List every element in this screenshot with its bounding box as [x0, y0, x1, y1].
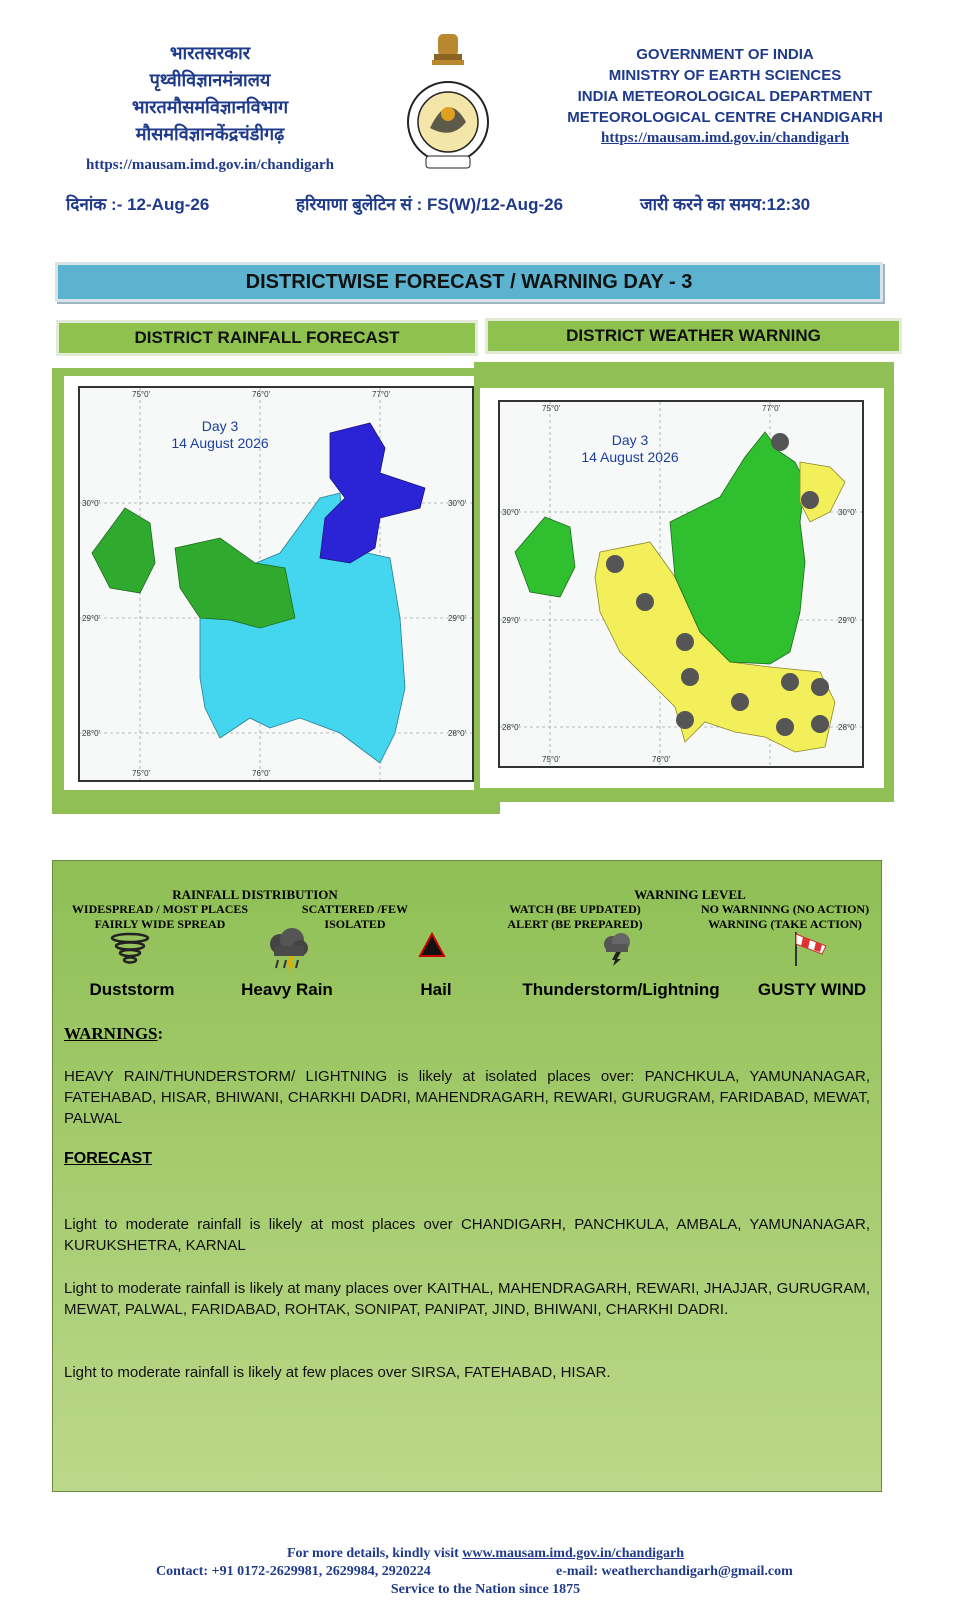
- warnings-text: HEAVY RAIN/THUNDERSTORM/ LIGHTNING is likely at isolated places over: PANCHKULA, YAMUNANAGAR, FATEHABAD, HISAR, BHIWANI, CHARKHI DADRI, MAHENDRAGARH, REWARI, GURUGRAM, FARIDABAD, MEWAT, PALWAL: [64, 1068, 870, 1127]
- warn-legend-no-warning: NO WARNINNG (NO ACTION): [700, 902, 870, 916]
- svg-text:76°0': 76°0': [252, 390, 271, 399]
- english-line-4: METEOROLOGICAL CENTRE CHANDIGARH: [567, 109, 883, 126]
- website-link-left[interactable]: https://mausam.imd.gov.in/chandigarh: [86, 157, 334, 173]
- svg-text:75°0': 75°0': [132, 769, 151, 778]
- warning-level-title: WARNING LEVEL: [634, 887, 746, 902]
- svg-text:30°0': 30°0': [502, 508, 521, 517]
- bulletin-number: हरियाणा बुलेटिन सं : FS(W)/12-Aug-26: [296, 195, 564, 214]
- footer-tagline: Service to the Nation since 1875: [390, 1582, 581, 1597]
- warnings-heading: WARNINGS: [64, 1024, 158, 1043]
- forecast-heading: FORECAST: [64, 1150, 152, 1167]
- rain-legend-isolated: ISOLATED: [324, 917, 386, 931]
- weather-warning-banner: DISTRICT WEATHER WARNING: [485, 318, 902, 354]
- few-region-fatehabad-hisar: [175, 538, 295, 628]
- legend-label-hail: Hail: [420, 980, 452, 999]
- svg-text:29°0': 29°0': [502, 616, 521, 625]
- svg-text:28°0': 28°0': [838, 723, 857, 732]
- footer-email[interactable]: e-mail: weatherchandigarh@gmail.com: [556, 1564, 793, 1579]
- svg-text:29°0': 29°0': [838, 616, 857, 625]
- warning-map-date: 14 August 2026: [581, 449, 679, 465]
- warn-legend-alert: ALERT (BE PREPARED): [507, 917, 643, 931]
- hindi-line-4: मौसमविज्ञानकेंद्रचंडीगढ़: [135, 124, 285, 144]
- warnings-heading-wrap: [64, 1024, 163, 1044]
- rain-legend-fairly-wide: FAIRLY WIDE SPREAD: [94, 917, 226, 931]
- footer-prefix: For more details, kindly visit: [287, 1546, 463, 1561]
- warn-legend-watch: WATCH (BE UPDATED): [509, 902, 641, 916]
- rainfall-distribution-title: RAINFALL DISTRIBUTION: [172, 887, 338, 902]
- warning-map-panel: [474, 362, 894, 802]
- english-line-3: INDIA METEOROLOGICAL DEPARTMENT: [577, 88, 873, 105]
- warn-legend-warning: WARNING (TAKE ACTION): [708, 917, 862, 931]
- warnings-heading-colon: :: [157, 1024, 164, 1043]
- english-line-1: GOVERNMENT OF INDIA: [636, 46, 814, 63]
- rainfall-map: [78, 386, 474, 782]
- svg-text:29°0': 29°0': [448, 614, 467, 623]
- rainfall-forecast-banner: DISTRICT RAINFALL FORECAST: [56, 320, 478, 356]
- main-title-banner: DISTRICTWISE FORECAST / WARNING DAY - 3: [55, 262, 883, 302]
- svg-text:76°0': 76°0': [252, 769, 271, 778]
- warn-legend-col2: [690, 902, 880, 932]
- footer-more-details: [0, 1546, 971, 1562]
- most-region: [320, 423, 425, 563]
- issue-time: जारी करने का समय:12:30: [640, 195, 811, 214]
- legend-label-gusty-wind: GUSTY WIND: [757, 980, 867, 999]
- warn-legend-col1: [490, 902, 660, 932]
- svg-text:30°0': 30°0': [448, 499, 467, 508]
- rainfall-map-date: 14 August 2026: [171, 435, 269, 451]
- website-link-right[interactable]: https://mausam.imd.gov.in/chandigarh: [601, 130, 849, 146]
- duststorm-icon: [108, 932, 152, 966]
- svg-text:30°0': 30°0': [838, 508, 857, 517]
- svg-text:75°0': 75°0': [542, 404, 561, 413]
- legend-label-heavy-rain: Heavy Rain: [241, 980, 333, 999]
- svg-text:29°0': 29°0': [82, 614, 101, 623]
- forecast-paragraph-most: Light to moderate rainfall is likely at most places over CHANDIGARH, PANCHKULA, AMBALA, YAMUNANAGAR, KURUKSHETRA, KARNAL: [64, 1216, 870, 1254]
- hail-icon: [418, 932, 446, 958]
- rain-legend-col1: [60, 902, 260, 932]
- rainfall-map-day: Day 3: [201, 418, 239, 434]
- rainfall-map-panel: [52, 368, 500, 814]
- legend-label-duststorm: Duststorm: [89, 980, 175, 999]
- gusty-wind-icon: [792, 928, 830, 968]
- svg-text:75°0': 75°0': [542, 755, 561, 764]
- svg-text:77°0': 77°0': [372, 390, 391, 399]
- legend-and-forecast-box: [52, 860, 882, 1492]
- svg-text:76°0': 76°0': [652, 755, 671, 764]
- rain-legend-widespread: WIDESPREAD / MOST PLACES: [71, 902, 249, 916]
- hindi-header: [60, 40, 360, 179]
- thunderstorm-lightning-icon: [600, 932, 634, 966]
- rain-legend-scattered: SCATTERED /FEW: [301, 902, 409, 916]
- forecast-paragraph-few: Light to moderate rainfall is likely at few places over SIRSA, FATEHABAD, HISAR.: [64, 1364, 611, 1381]
- bulletin-date: दिनांक :- 12-Aug-26: [66, 195, 210, 214]
- svg-text:75°0': 75°0': [132, 390, 151, 399]
- forecast-paragraph-many: Light to moderate rainfall is likely at many places over KAITHAL, MAHENDRAGARH, REWARI, JHAJJAR, GURUGRAM, MEWAT, PALWAL, FARIDABAD, ROHTAK, SONIPAT, PANIPAT, JIND, BHIWANI, CHARKHI DADRI.: [64, 1280, 870, 1318]
- svg-text:28°0': 28°0': [448, 729, 467, 738]
- svg-text:77°0': 77°0': [762, 404, 781, 413]
- legend-label-thunderstorm: Thunderstorm/Lightning: [522, 980, 720, 999]
- no-warning-sirsa: [515, 517, 575, 597]
- few-region-sirsa: [92, 508, 155, 593]
- hindi-line-2: पृथ्वीविज्ञानमंत्रालय: [149, 70, 271, 90]
- hindi-line-1: भारतसरकार: [169, 43, 251, 63]
- warning-map: [498, 400, 864, 768]
- english-line-2: MINISTRY OF EARTH SCIENCES: [608, 67, 842, 84]
- svg-text:28°0': 28°0': [502, 723, 521, 732]
- heavy-rain-icon: [264, 928, 310, 972]
- svg-text:28°0': 28°0': [82, 729, 101, 738]
- footer-website-link[interactable]: www.mausam.imd.gov.in/chandigarh: [462, 1546, 684, 1561]
- hindi-line-3: भारतमौसमविज्ञानविभाग: [131, 97, 289, 117]
- svg-text:30°0': 30°0': [82, 499, 101, 508]
- footer-contact: Contact: +91 0172-2629981, 2629984, 2920224: [156, 1564, 431, 1579]
- english-header: [560, 44, 890, 149]
- warning-map-day: Day 3: [611, 432, 649, 448]
- imd-emblem-logo: [400, 30, 496, 170]
